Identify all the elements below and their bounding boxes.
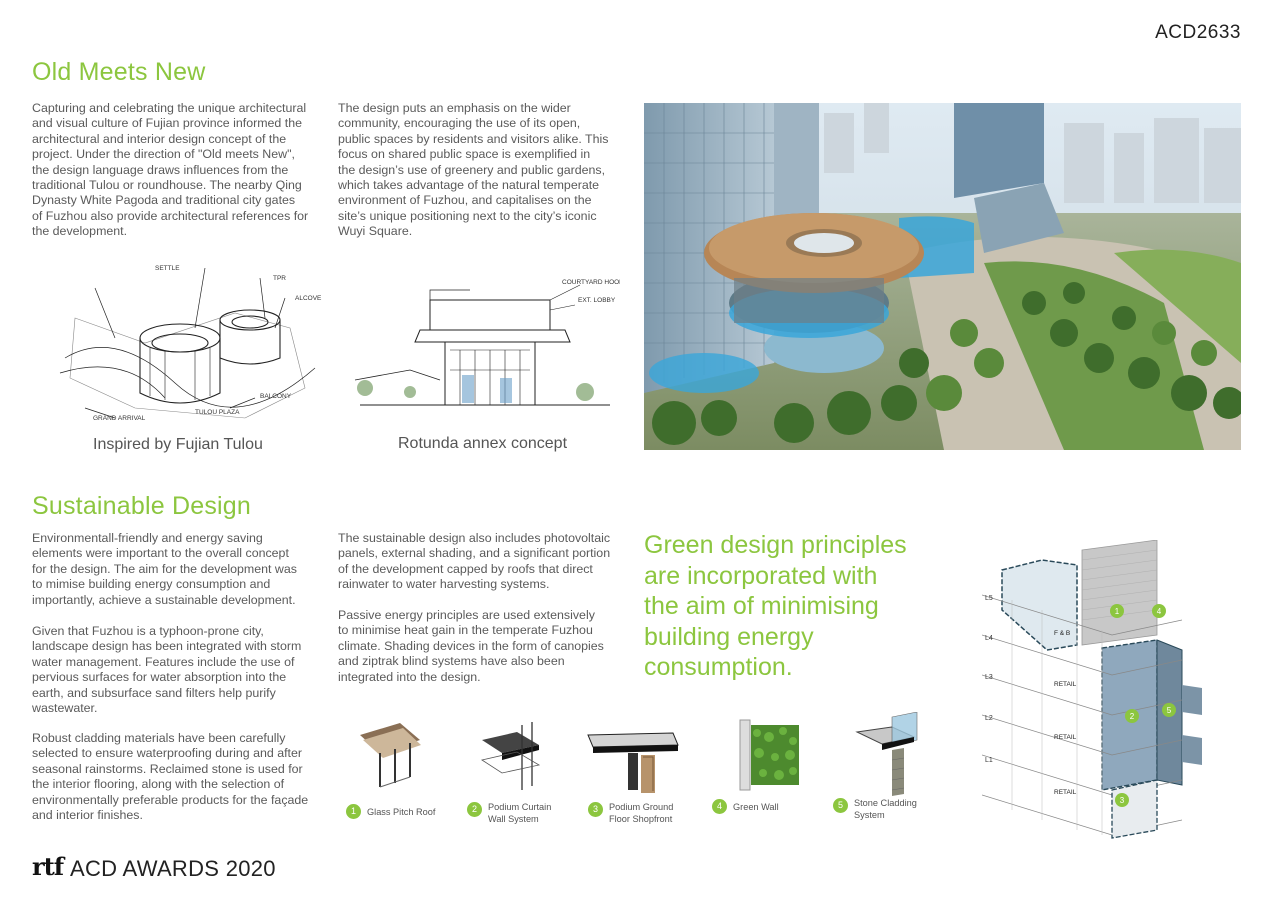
legend-number-1: 1 — [346, 804, 361, 819]
diagram-marker-3: 3 — [1119, 796, 1125, 805]
sustainable-paragraph-5: Passive energy principles are used extensively to minimise heat gain in the temperate Fuzhou climate. Shading devices in the form of canopies and ziptrak blind systems have also been integrated into the design. — [338, 608, 604, 684]
green-wall-detail — [735, 715, 805, 795]
legend-item-3 — [588, 801, 673, 825]
rtf-logo: rtf — [32, 852, 64, 881]
legend-number-4: 4 — [712, 799, 727, 814]
aerial-rendering — [644, 103, 1241, 450]
zone-label-retail-middle: RETAIL — [1054, 734, 1077, 741]
zone-label-fnb: F & B — [1054, 630, 1071, 637]
sustainable-paragraph-4: The sustainable design also includes photovoltaic panels, external shading, and a significant portion of the development capped by roofs that direct rainwater to water harvesting systems. — [338, 531, 611, 592]
intro-paragraph-left: Capturing and celebrating the unique architectural and visual culture of Fujian province informed the architectural and interior design concept of the project. Under the direction of "Old meets New", the design language draws influences from the traditional Tulou or roundhouse. The nearby Qing Dynasty White Pagoda and traditional city gates of Fuzhou also provide architectural references for the development. — [32, 101, 309, 239]
legend-item-5 — [833, 797, 917, 821]
sketch-label-courtyard-hood: COURTYARD HOOD — [562, 279, 620, 286]
zone-label-retail-upper: RETAIL — [1054, 681, 1077, 688]
legend-number-3: 3 — [588, 802, 603, 817]
legend-number-5: 5 — [833, 798, 848, 813]
sketch-label-settle: SETTLE — [155, 265, 180, 272]
level-label-l2: L2 — [985, 715, 993, 722]
sustainable-paragraph-2: Given that Fuzhou is a typhoon-prone city, landscape design has been integrated with storm water management. Features include the use of pervious surfaces for water absorption into the earth, and subsurface sand filters help purify wastewater. — [32, 624, 302, 716]
legend-number-2: 2 — [467, 802, 482, 817]
diagram-marker-4: 4 — [1156, 607, 1162, 616]
level-label-l1: L1 — [985, 757, 993, 764]
level-label-l5: L5 — [985, 595, 993, 602]
intro-paragraph-right: The design puts an emphasis on the wider community, encouraging the use of its open, public spaces by residents and visitors alike. This focus on shared public space is exemplified in the design’s use of greenery and public gardens, which takes advantage of the natural temperate environment of Fuzhou, and capitalises on the site’s unique positioning next to the city’s iconic Wuyi Square. — [338, 101, 609, 239]
section-title-old-meets-new: Old Meets New — [32, 58, 206, 86]
green-principles-highlight: Green design principles are incorporated with the aim of minimising building energy consumption. — [644, 531, 907, 681]
legend-label-2: Podium Curtain Wall System — [488, 802, 552, 824]
podium-curtain-wall-detail — [477, 720, 547, 795]
section-title-sustainable-design: Sustainable Design — [32, 492, 252, 520]
tulou-sketch — [55, 258, 325, 433]
legend-label-4: Green Wall — [733, 802, 779, 812]
legend-item-1 — [346, 803, 435, 819]
sketch-label-tulou-plaza: TULOU PLAZA — [195, 409, 240, 416]
legend-item-2 — [467, 801, 551, 825]
sketch-label-grand-arrival: GRAND ARRIVAL — [93, 415, 146, 422]
level-label-l4: L4 — [985, 635, 993, 642]
diagram-marker-1: 1 — [1114, 607, 1120, 616]
sustainable-paragraph-3: Robust cladding materials have been carefully selected to ensure waterproofing during and after seasonal rainstorms. Reclaimed stone is used for the interior flooring, along with the selection of environmentally preferable products for the façade and interior finishes. — [32, 731, 309, 823]
building-axonometric-diagram — [982, 540, 1207, 840]
rotunda-sketch — [350, 270, 620, 420]
sketch-label-balcony: BALCONY — [260, 393, 292, 400]
legend-label-3: Podium Ground Floor Shopfront — [609, 802, 674, 824]
sustainable-paragraph-1: Environmentall-friendly and energy saving elements were important to the overall concept for the design. The aim for the development was to mimise building energy consumption and importantly, achieve a sustainable development. — [32, 531, 297, 607]
podium-shopfront-detail — [583, 725, 683, 795]
sketch-label-alcove: ALCOVE — [295, 295, 322, 302]
project-code: ACD2633 — [1155, 22, 1241, 43]
sketch-label-ext-lobby: EXT. LOBBY — [578, 297, 616, 304]
legend-item-4 — [712, 798, 779, 814]
caption-tulou: Inspired by Fujian Tulou — [93, 436, 263, 453]
footer-awards-title: ACD AWARDS 2020 — [70, 856, 276, 881]
caption-rotunda: Rotunda annex concept — [398, 435, 568, 452]
legend-label-1: Glass Pitch Roof — [367, 807, 436, 817]
sketch-label-tpr: TPR — [273, 275, 286, 282]
diagram-marker-2: 2 — [1129, 712, 1135, 721]
stone-cladding-detail — [852, 712, 922, 797]
glass-pitch-roof-detail — [355, 715, 430, 795]
zone-label-retail-lower: RETAIL — [1054, 789, 1077, 796]
legend-label-5: Stone Cladding System — [854, 798, 917, 820]
level-label-l3: L3 — [985, 674, 993, 681]
diagram-marker-5: 5 — [1166, 706, 1172, 715]
